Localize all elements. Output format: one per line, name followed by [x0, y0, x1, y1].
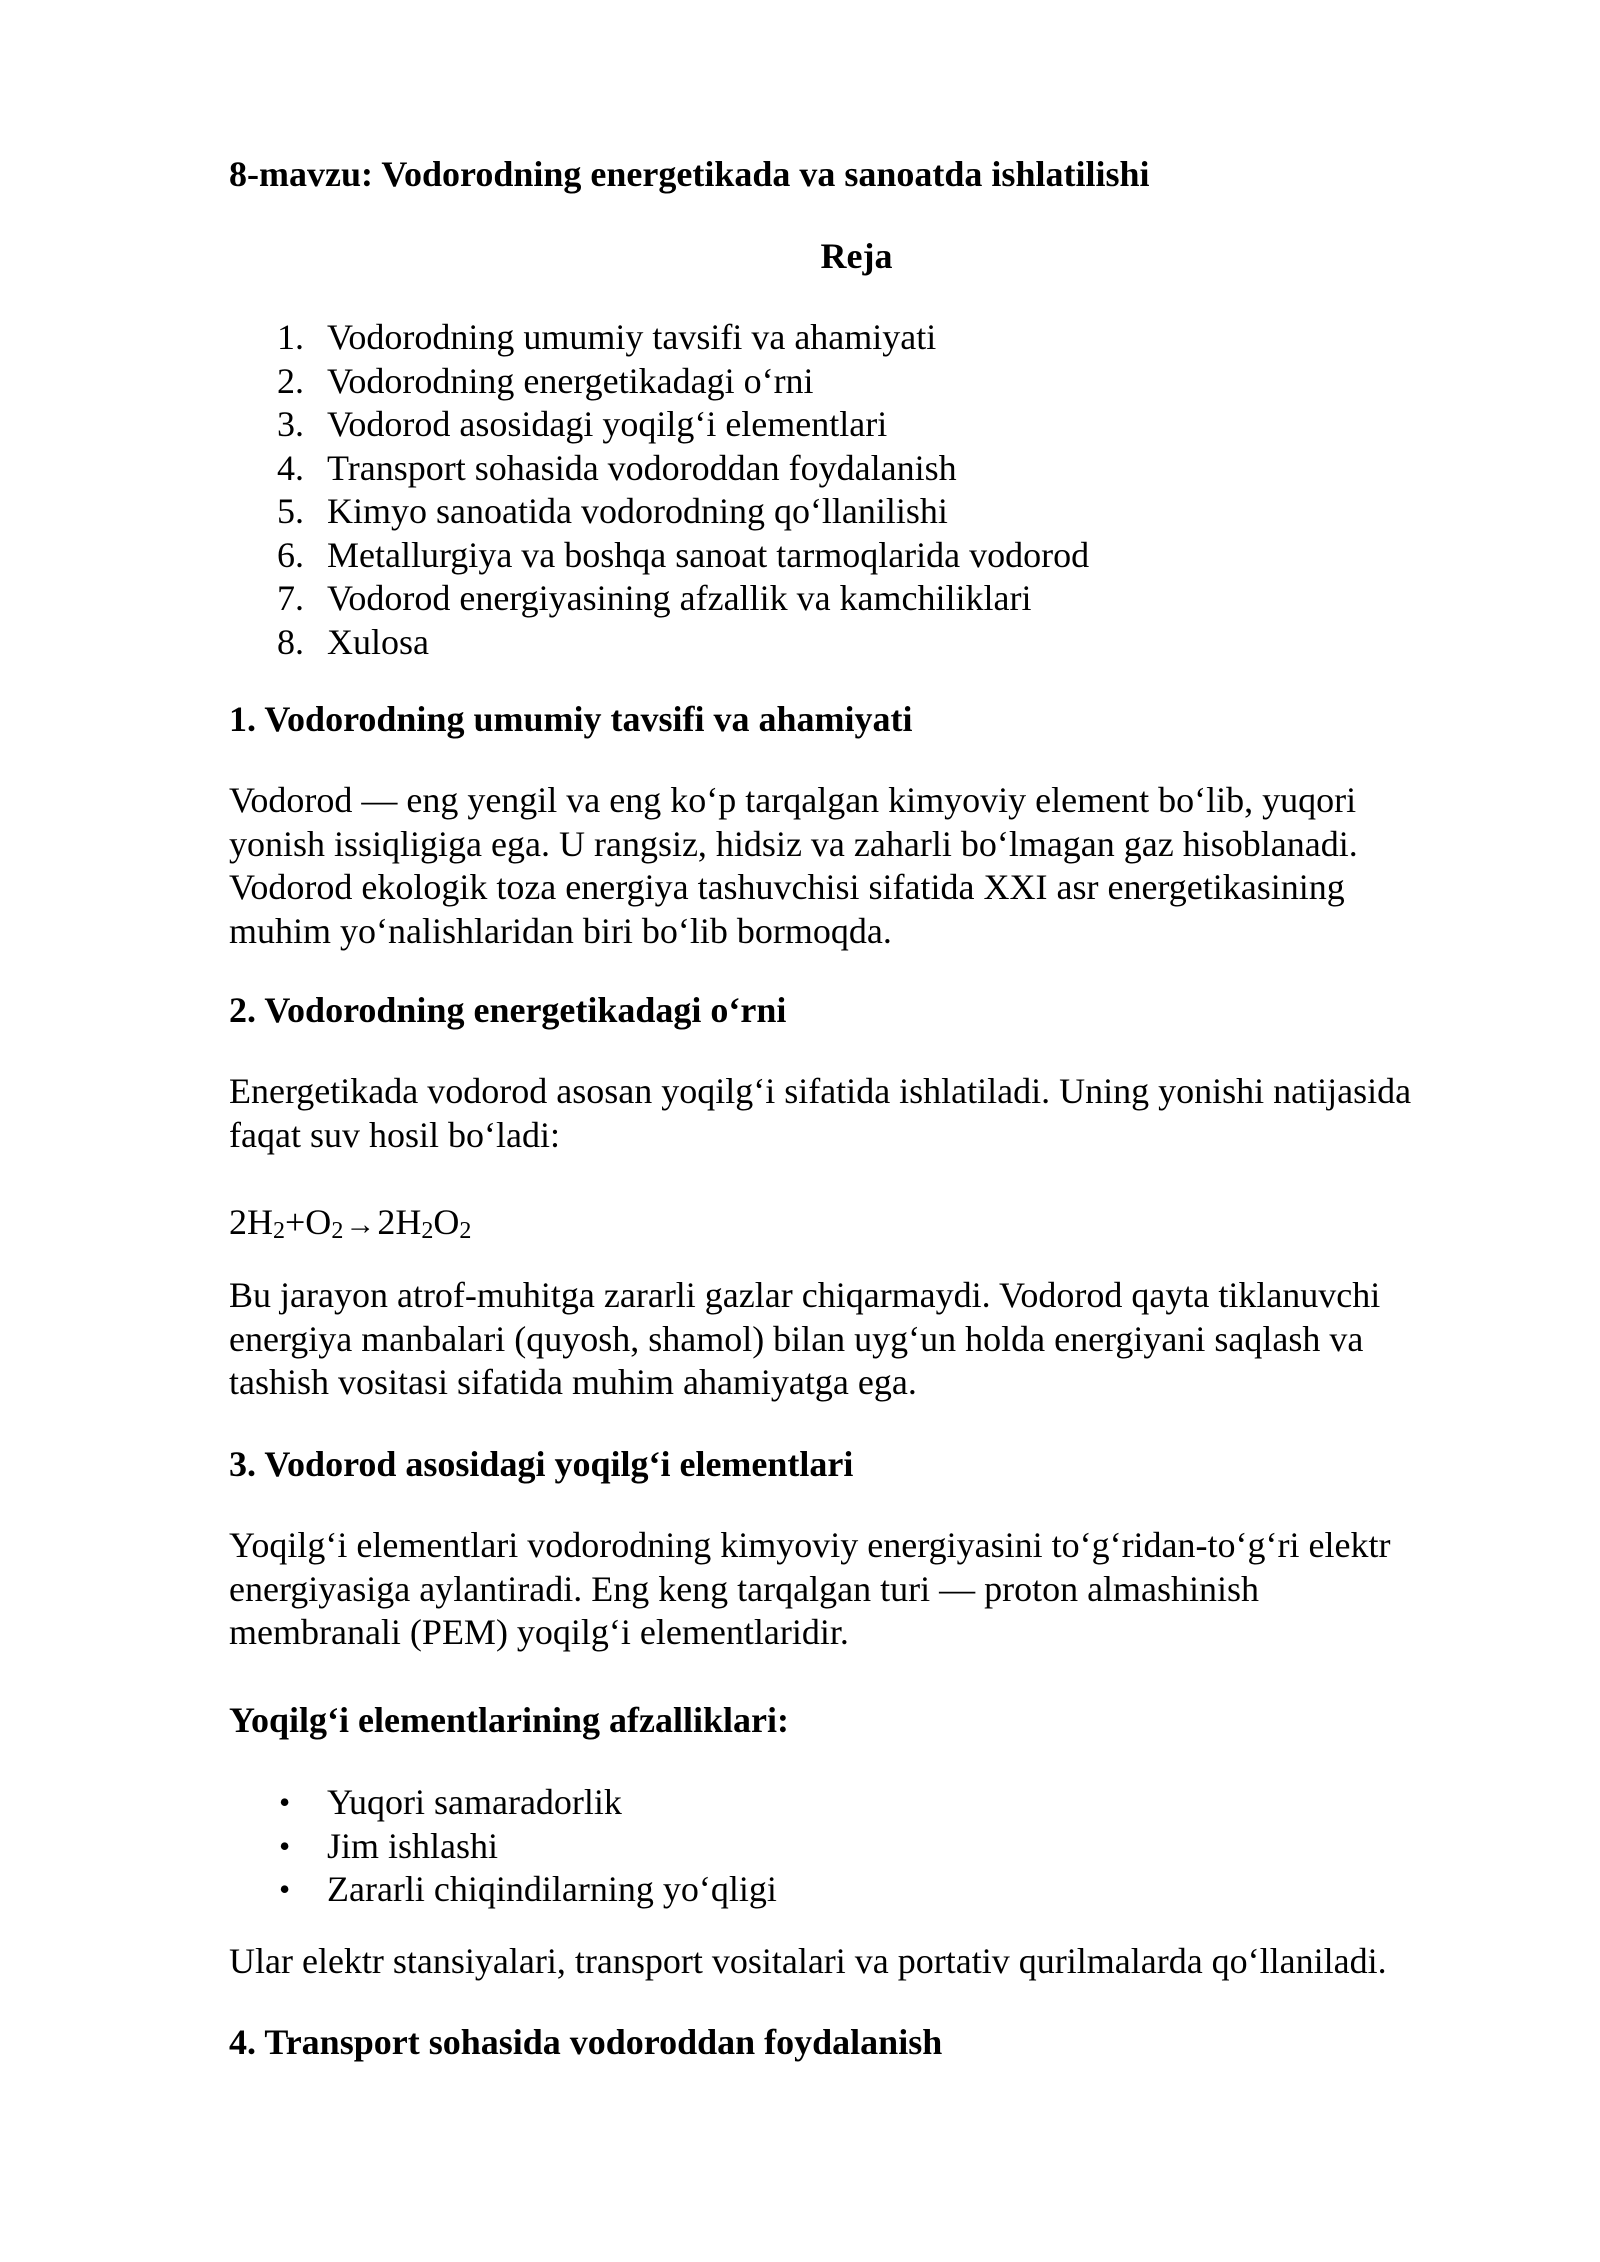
list-item-text: Jim ishlashi	[327, 1825, 499, 1866]
plan-item-text: Kimyo sanoatida vodorodning qo‘llanilishi	[327, 491, 948, 531]
plan-item-text: Vodorod asosidagi yoqilg‘i elementlari	[327, 404, 888, 444]
formula-part: 2H	[229, 1202, 273, 1242]
plan-item-number: 7.	[277, 578, 304, 618]
chemical-equation	[229, 1201, 471, 1246]
plan-item-number: 6.	[277, 534, 304, 575]
paragraph-line: membranali (PEM) yoqilg‘i elementlaridir.	[229, 1612, 849, 1652]
list-item-text: Yuqori samaradorlik	[327, 1782, 622, 1822]
plan-item-text: Vodorodning umumiy tavsifi va ahamiyati	[327, 317, 937, 357]
section-heading: 4. Transport sohasida vodoroddan foydalanish	[229, 2022, 943, 2062]
advantages-heading: Yoqilg‘i elementlarining afzalliklari:	[229, 1700, 789, 1740]
plan-item-text: Vodorod energiyasining afzallik va kamchiliklari	[327, 578, 1032, 618]
formula-part: 2H	[377, 1202, 422, 1242]
paragraph-line: Vodorod ekologik toza energiya tashuvchisi sifatida XXI asr energetikasining	[229, 867, 1345, 907]
section-paragraph	[229, 1524, 1499, 1655]
formula-subscript: 2	[331, 1218, 344, 1244]
paragraph-line: Energetikada vodorod asosan yoqilg‘i sifatida ishlatiladi. Uning yonishi natijasida	[229, 1071, 1412, 1111]
plan-item-text: Metallurgiya va boshqa sanoat tarmoqlarida vodorod	[327, 534, 1090, 575]
reaction-arrow-icon: →	[345, 1208, 376, 1241]
plan-item-number: 5.	[277, 491, 304, 531]
plan-item-number: 2.	[277, 360, 304, 401]
section-paragraph	[229, 1940, 1499, 1984]
paragraph-line: faqat suv hosil bo‘ladi:	[229, 1114, 560, 1155]
section-paragraph	[229, 779, 1499, 953]
paragraph-line: Vodorod — eng yengil va eng ko‘p tarqalgan kimyoviy element bo‘lib, yuqori	[229, 780, 1357, 820]
paragraph-line: Bu jarayon atrof-muhitga zararli gazlar chiqarmaydi. Vodorod qayta tiklanuvchi	[229, 1275, 1381, 1315]
plan-item-number: 4.	[277, 447, 304, 488]
formula-part: +O	[285, 1202, 332, 1242]
plan-item-number: 3.	[277, 404, 304, 444]
paragraph-line: muhim yo‘nalishlaridan biri bo‘lib bormoqda.	[229, 910, 892, 951]
formula-subscript: 2	[421, 1218, 434, 1244]
section-heading: 3. Vodorod asosidagi yoqilg‘i elementlari	[229, 1444, 854, 1484]
bullet-icon: •	[279, 1871, 291, 1907]
paragraph-line: yonish issiqligiga ega. U rangsiz, hidsiz va zaharli bo‘lmagan gaz hisoblanadi.	[229, 823, 1358, 864]
plan-item-number: 8.	[277, 621, 304, 662]
bullet-icon: •	[279, 1784, 291, 1820]
plan-item-text: Xulosa	[327, 621, 429, 662]
section-paragraph	[229, 1274, 1499, 1405]
paragraph-line: Yoqilg‘i elementlari vodorodning kimyoviy energiyasini to‘g‘ridan-to‘g‘ri elektr	[229, 1525, 1391, 1565]
plan-item-number: 1.	[277, 317, 304, 357]
section-heading: 1. Vodorodning umumiy tavsifi va ahamiyati	[229, 699, 913, 739]
plan-heading: Reja	[820, 236, 893, 276]
formula-part: O	[433, 1202, 460, 1242]
list-item-text: Zararli chiqindilarning yo‘qligi	[327, 1869, 777, 1909]
bullet-icon: •	[279, 1827, 291, 1864]
document-title: 8-mavzu: Vodorodning energetikada va sanoatda ishlatilishi	[229, 154, 1150, 194]
paragraph-line: tashish vositasi sifatida muhim ahamiyatga ega.	[229, 1362, 917, 1402]
section-heading: 2. Vodorodning energetikadagi o‘rni	[229, 990, 787, 1030]
formula-subscript: 2	[459, 1218, 472, 1244]
formula-subscript: 2	[273, 1218, 285, 1244]
plan-item-text: Vodorodning energetikadagi o‘rni	[327, 360, 814, 401]
plan-item-text: Transport sohasida vodoroddan foydalanish	[327, 447, 957, 488]
paragraph-line: Ular elektr stansiyalari, transport vositalari va portativ qurilmalarda qo‘llaniladi.	[229, 1941, 1387, 1981]
section-paragraph	[229, 1070, 1499, 1157]
paragraph-line: energiya manbalari (quyosh, shamol) bilan uyg‘un holda energiyani saqlash va	[229, 1318, 1364, 1359]
paragraph-line: energiyasiga aylantiradi. Eng keng tarqalgan turi — proton almashinish	[229, 1568, 1260, 1609]
